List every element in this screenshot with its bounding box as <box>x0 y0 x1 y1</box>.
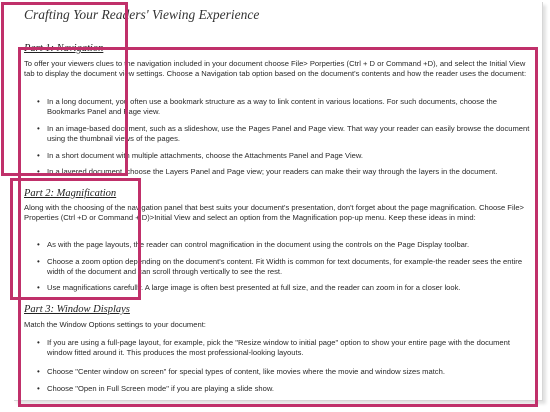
list-item <box>37 257 531 277</box>
bullet-icon: • <box>37 367 40 376</box>
section-intro-navigation: To offer your viewers clues to the navigation included in your document choose File> Porperties (Ctrl + D or Command +D), and select the Initial View tab to display the document view settings. Choose a Navigation tab option based on the document's contents and how the reader uses the document: <box>24 59 527 78</box>
list-item-text: Choose a zoom option depending on the document's content. Fit Width is common for text documents, for example-the reader sees the entire width of the document and can scroll through vertically to see the rest. <box>47 257 523 276</box>
section-heading-window-displays: Part 3: Window Displays <box>24 304 130 315</box>
list-item <box>37 384 531 394</box>
bullet-icon: • <box>37 240 40 249</box>
bullet-icon: • <box>37 167 40 176</box>
list-item <box>37 240 531 250</box>
list-item-text: If you are using a full-page layout, for example, pick the "Resize window to initial page" option to show your entire page with the document window fitted around it. This produces the most professional-looking layouts. <box>47 338 510 357</box>
list-item <box>37 167 531 177</box>
list-item-text: In a short document with multiple attachments, choose the Attachments Panel and Page View. <box>47 151 364 160</box>
section-heading-magnification: Part 2: Magnification <box>24 188 117 199</box>
bullet-icon: • <box>37 384 40 393</box>
list-item <box>37 283 531 293</box>
bullet-icon: • <box>37 124 40 133</box>
list-item-text: In an image-based document, such as a slideshow, use the Pages Panel and Page view. That way your reader can easily browse the document using the thumbnail views of the pages. <box>47 124 530 143</box>
bullet-icon: • <box>37 257 40 266</box>
bullet-icon: • <box>37 283 40 292</box>
list-item <box>37 97 531 117</box>
bullet-icon: • <box>37 338 40 347</box>
section-intro-window-displays: Match the Window Options settings to your document: <box>24 320 206 329</box>
list-item <box>37 151 531 161</box>
list-item-text: Use magnifications carefully. A large image is often best presented at full size, and the reader can zoom in for a closer look. <box>47 283 461 292</box>
section-heading-navigation: Part 1: Navigation <box>24 43 104 54</box>
list-item <box>37 124 531 144</box>
list-item-text: In a layered document, choose the Layers Panel and Page view; your readers can make their way through the layers in the document. <box>47 167 498 176</box>
list-item-text: Choose "Center window on screen" for special types of content, like movies where the movie and window sizes match. <box>47 367 445 376</box>
list-item <box>37 367 531 377</box>
list-item-text: As with the page layouts, the reader can control magnification in the document using the controls on the Page Display toolbar. <box>47 240 470 249</box>
section-intro-magnification: Along with the choosing of the navigation panel that best suits your document's presentation, don't forget about the page magnification. Choose File> Properties (Ctrl +D or Command + D)>Initial View and select an option from the Magnification pop-up menu. Keep these ideas in mind: <box>24 203 524 222</box>
document-title: Crafting Your Readers' Viewing Experience <box>24 7 260 22</box>
list-item <box>37 338 531 358</box>
bullet-icon: • <box>37 97 40 106</box>
bullet-icon: • <box>37 151 40 160</box>
list-item-text: Choose "Open in Full Screen mode" if you are playing a slide show. <box>47 384 275 393</box>
list-item-text: In a long document, you often use a bookmark structure as a way to link content in various locations. For such documents, choose the Bookmarks Panel and Page view. <box>47 97 497 116</box>
